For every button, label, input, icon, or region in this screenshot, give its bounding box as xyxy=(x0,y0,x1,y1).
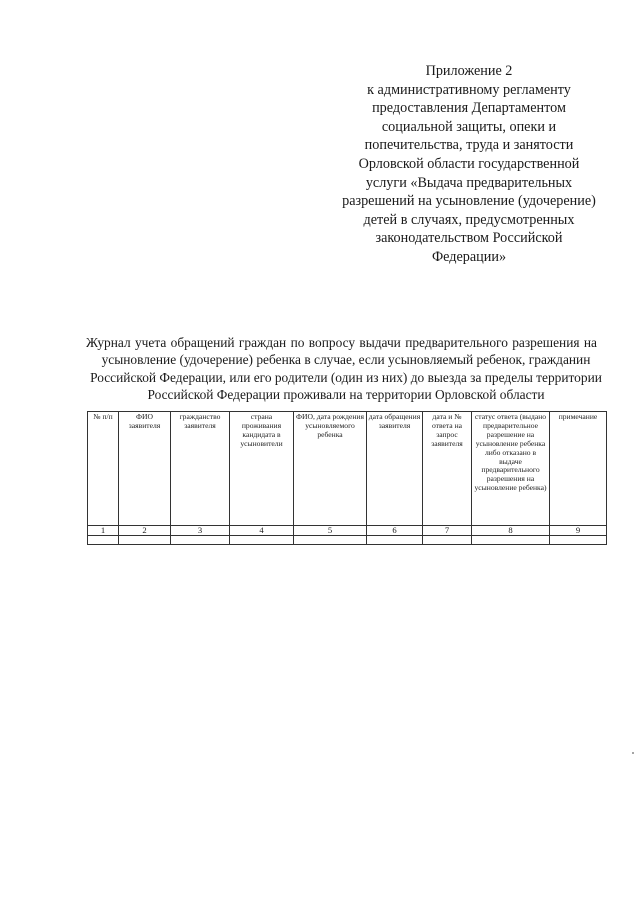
appendix-line: услуги «Выдача предварительных xyxy=(365,174,573,191)
appendix-line: детей в случаях, предусмотренных xyxy=(363,211,575,228)
column-number: 7 xyxy=(423,526,472,536)
appendix-line: Орловской области государственной xyxy=(358,155,580,172)
column-number: 8 xyxy=(472,526,550,536)
appendix-line: социальной защиты, опеки и xyxy=(381,118,557,135)
journal-title-line: Российской Федерации, или его родители (один из них) до выезда за пределы территории xyxy=(90,369,602,385)
table-cell xyxy=(423,536,472,545)
appendix-header xyxy=(318,62,620,267)
appendix-line: предоставления Департаментом xyxy=(372,100,566,117)
column-number: 1 xyxy=(88,526,119,536)
header-cell-request-date: дата обращения заявителя xyxy=(367,412,423,526)
column-number: 6 xyxy=(367,526,423,536)
header-cell-applicant-name: ФИО заявителя xyxy=(119,412,171,526)
table-cell xyxy=(367,536,423,545)
header-cell-reply-date: дата и № ответа на запрос заявителя xyxy=(423,412,472,526)
header-cell-reply-status: статус ответа (выдано предварительное разрешение на усыновление ребенка либо отказано в выдаче предварительного разрешения на усыновление ребенка) xyxy=(472,412,550,526)
appendix-line: разрешений на усыновление (удочерение) xyxy=(342,193,596,210)
header-cell-child-name: ФИО, дата рождения усыновляемого ребенка xyxy=(294,412,367,526)
journal-title xyxy=(86,334,606,404)
table-cell xyxy=(550,536,607,545)
column-number: 3 xyxy=(171,526,230,536)
appendix-line: Приложение 2 xyxy=(425,63,513,79)
journal-title-line: усыновление (удочерение) ребенка в случае, если усыновляемый ребенок, гражданин xyxy=(101,352,591,368)
journal-title-line: Российской Федерации проживали на территории Орловской области xyxy=(147,387,545,403)
journal-table xyxy=(87,411,607,545)
table-cell xyxy=(294,536,367,545)
appendix-line: Федерации» xyxy=(431,248,507,265)
appendix-line: попечительства, труда и занятости xyxy=(364,137,574,154)
header-cell-citizenship: гражданство заявителя xyxy=(171,412,230,526)
appendix-line: к административному регламенту xyxy=(367,81,571,98)
header-cell-notes: примечание xyxy=(550,412,607,526)
header-cell-country: страна проживания кандидата в усыновители xyxy=(230,412,294,526)
table-number-row xyxy=(88,526,607,536)
appendix-line: законодательством Российской xyxy=(375,230,563,247)
header-cell-number: № п/п xyxy=(88,412,119,526)
column-number: 9 xyxy=(550,526,607,536)
table-row xyxy=(88,536,607,545)
table-cell xyxy=(88,536,119,545)
table-cell xyxy=(230,536,294,545)
table-cell xyxy=(119,536,171,545)
column-number: 2 xyxy=(119,526,171,536)
table-cell xyxy=(171,536,230,545)
table-header-row xyxy=(88,412,607,526)
table-cell xyxy=(472,536,550,545)
column-number: 5 xyxy=(294,526,367,536)
journal-title-line: Журнал учета обращений граждан по вопросу выдачи предварительного разрешения на xyxy=(86,335,598,350)
column-number: 4 xyxy=(230,526,294,536)
scan-speck xyxy=(632,752,634,754)
